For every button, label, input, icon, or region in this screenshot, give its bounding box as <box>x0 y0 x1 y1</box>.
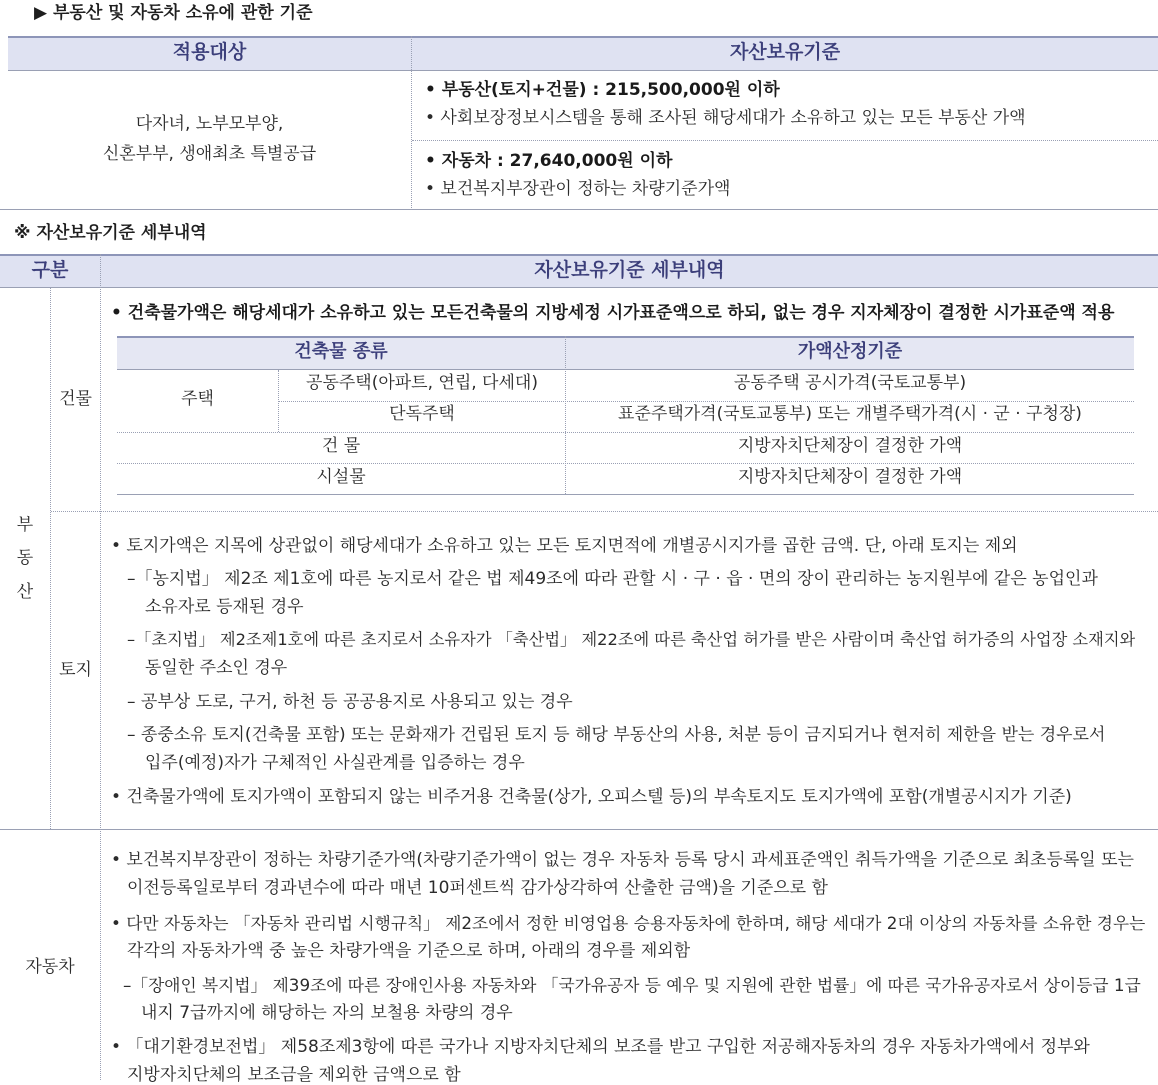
land-line: • 건축물가액에 토지가액이 포함되지 않는 비주거용 건축물(상가, 오피스텔 등)의 부속토지도 토지가액에 포함(개별공시지가 기준) <box>111 787 1072 807</box>
car-line: –「장애인 복지법」 제39조에 따른 장애인사용 자동차와 「국가유공자 등 예우 및 지원에 관한 법률」에 따른 국가유공자로서 상이등급 1급 <box>123 975 1141 995</box>
building-intro: • 건축물가액은 해당세대가 소유하고 있는 모든건축물의 지방세정 시가표준액으로 하되, 없는 경우 지자체장이 결정한 시가표준액 적용 <box>111 303 1115 323</box>
row-basis: 지방자치단체장이 결정한 가액 <box>737 467 963 487</box>
realestate-limit: • 부동산(토지+건물) : 215,500,000원 이하 <box>425 80 780 100</box>
divider <box>0 287 1158 288</box>
land-line: 소유자로 등재된 경우 <box>145 597 304 617</box>
car-line: 이전등록일로부터 경과년수에 따라 매년 10퍼센트씩 감가상각하여 산출한 금액)을 기준으로 함 <box>127 878 828 898</box>
divider <box>117 369 1134 370</box>
car-line: • 「대기환경보전법」 제58조제3항에 따른 국가나 지방자치단체의 보조를 받고 구입한 저공해자동차의 경우 자동차가액에서 정부와 <box>111 1037 1090 1057</box>
car-line: • 보건복지부장관이 정하는 차량기준가액(차량기준가액이 없는 경우 자동차 등록 당시 과세표준액인 취득가액을 기준으로 최초등록일 또는 <box>111 850 1134 870</box>
realestate-label-2: 동 <box>16 548 34 568</box>
target-text-line1: 다자녀, 노부모부양, <box>135 114 284 134</box>
divider <box>279 401 1134 402</box>
divider <box>0 209 1158 210</box>
section-title-ownership: ▶ 부동산 및 자동차 소유에 관한 기준 <box>34 3 313 23</box>
car-line: 각각의 자동차가액 중 높은 차량가액을 기준으로 하며, 아래의 경우를 제외함 <box>127 941 691 961</box>
land-line: • 토지가액은 지목에 상관없이 해당세대가 소유하고 있는 모든 토지면적에 개별공시지가를 곱한 금액. 단, 아래 토지는 제외 <box>111 536 1018 556</box>
row-basis: 표준주택가격(국토교통부) 또는 개별주택가격(시 · 군 · 구청장) <box>618 404 1082 424</box>
land-line: – 공부상 도로, 구거, 하천 등 공공용지로 사용되고 있는 경우 <box>127 692 573 712</box>
land-label: 토지 <box>59 660 92 680</box>
house-label: 주택 <box>181 389 214 409</box>
header-target: 적용대상 <box>172 41 247 63</box>
inner-header-basis: 가액산정기준 <box>797 341 903 362</box>
car-limit: • 자동차 : 27,640,000원 이하 <box>425 151 673 171</box>
divider <box>117 336 1134 338</box>
divider <box>0 254 1158 256</box>
row-basis: 공동주택 공시가격(국토교통부) <box>733 373 967 393</box>
row-type: 건 물 <box>321 436 361 456</box>
realestate-note: • 사회보장정보시스템을 통해 조사된 해당세대가 소유하고 있는 모든 부동산 가액 <box>425 108 1026 128</box>
car-line: • 다만 자동차는 「자동차 관리법 시행규칙」 제2조에서 정한 비영업용 승용자동차에 한하며, 해당 세대가 2대 이상의 자동차를 소유한 경우는 <box>111 913 1146 933</box>
divider <box>8 70 1158 71</box>
land-line: – 종중소유 토지(건축물 포함) 또는 문화재가 건립된 토지 등 해당 부동산의 사용, 처분 등이 금지되거나 현저히 제한을 받는 경우로서 <box>127 725 1106 745</box>
header-standard: 자산보유기준 <box>729 41 841 63</box>
divider <box>117 463 1134 464</box>
header-category: 구분 <box>31 259 69 281</box>
land-line: –「초지법」 제2조제1호에 따른 초지로서 소유자가 「축산법」 제22조에 따른 축산업 허가를 받은 사람이며 축산업 허가증의 사업장 소재지와 <box>127 630 1136 649</box>
divider <box>411 36 412 210</box>
row-type: 공동주택(아파트, 연립, 다세대) <box>306 373 538 393</box>
divider <box>117 494 1134 495</box>
realestate-label-3: 산 <box>16 582 34 602</box>
divider <box>8 36 1158 38</box>
divider <box>100 254 101 1080</box>
land-line: 입주(예정)자가 구체적인 사실관계를 입증하는 경우 <box>145 753 525 773</box>
car-note: • 보건복지부장관이 정하는 차량기준가액 <box>425 179 731 199</box>
section-title-detail: ※ 자산보유기준 세부내역 <box>14 223 207 243</box>
row-type: 시설물 <box>316 467 366 487</box>
car-line: 내지 7급까지에 해당하는 자의 보철용 차량의 경우 <box>141 1003 513 1023</box>
divider <box>51 511 1158 512</box>
divider <box>412 140 1158 141</box>
header-detail: 자산보유기준 세부내역 <box>534 259 725 281</box>
land-line: –「농지법」 제2조 제1호에 따른 농지로서 같은 법 제49조에 따라 관할 시 · 구 · 읍 · 면의 장이 관리하는 농지원부에 같은 농업인과 <box>127 569 1098 589</box>
divider <box>117 432 1134 433</box>
car-label: 자동차 <box>25 957 75 977</box>
building-label: 건물 <box>59 389 92 409</box>
land-line: 동일한 주소인 경우 <box>145 658 288 678</box>
realestate-label-1: 부 <box>16 515 34 535</box>
inner-header-type: 건축물 종류 <box>294 341 388 362</box>
divider <box>0 829 1158 830</box>
divider <box>50 288 51 829</box>
row-type: 단독주택 <box>389 404 455 424</box>
car-line: 지방자치단체의 보조금을 제외한 금액으로 함 <box>127 1065 461 1085</box>
row-basis: 지방자치단체장이 결정한 가액 <box>737 436 963 456</box>
target-text-line2: 신혼부부, 생애최초 특별공급 <box>102 144 317 164</box>
